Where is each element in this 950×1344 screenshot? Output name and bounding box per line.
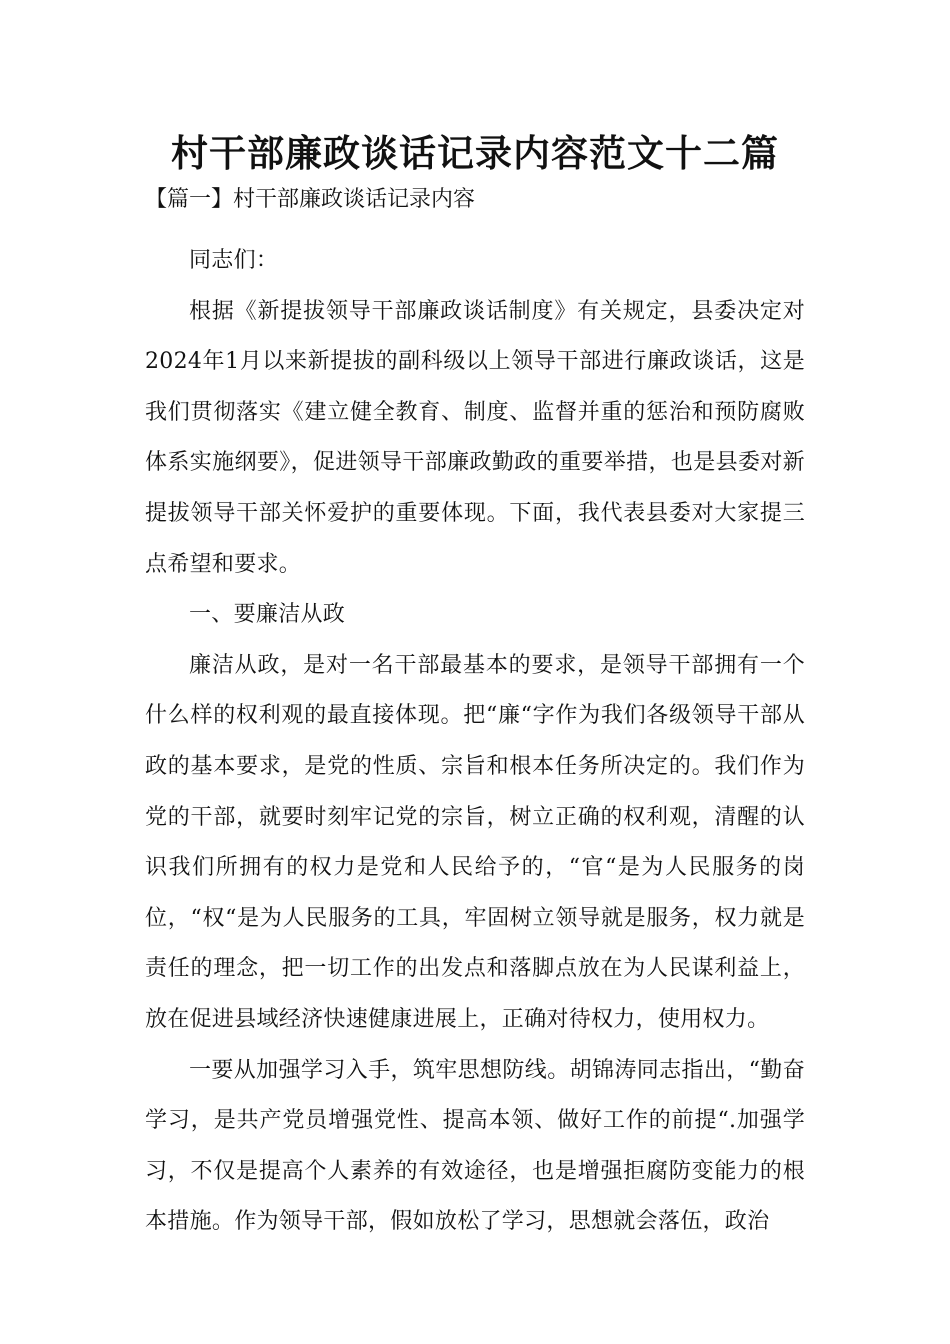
subheading-paragraph: 一、要廉洁从政 (189, 602, 346, 628)
document-title: 村干部廉政谈话记录内容范文十二篇 (171, 131, 779, 175)
body-paragraph: 一要从加强学习入手，筑牢思想防线。胡锦涛同志指出，“勤奋学习，是共产党员增强党性、提高本领、做好工作的前提“.加强学习，不仅是提高个人素养的有效途径，也是增强拒腐防变能力的根本措施。作为领导干部，假如放松了学习，思想就会落伍，政治 (145, 1057, 805, 1235)
section-heading: 【篇一】村干部廉政谈话记录内容 (145, 187, 476, 212)
salutation-paragraph: 同志们： (189, 248, 279, 273)
body-paragraph: 根据《新提拔领导干部廉政谈话制度》有关规定，县委决定对2024年1月以来新提拔的副科级以上领导干部进行廉政谈话，这是我们贯彻落实《建立健全教育、制度、监督并重的惩治和预防腐败体系实施纲要》，促进领导干部廉政勤政的重要举措，也是县委对新提拔领导干部关怀爱护的重要体现。下面，我代表县委对大家提三点希望和要求。 (145, 298, 805, 577)
document-body (145, 236, 805, 1248)
body-paragraph: 廉洁从政，是对一名干部最基本的要求，是领导干部拥有一个什么样的权利观的最直接体现。把“廉“字作为我们各级领导干部从政的基本要求，是党的性质、宗旨和根本任务所决定的。我们作为党的干部，就要时刻牢记党的宗旨，树立正确的权利观，清醒的认识我们所拥有的权力是党和人民给予的，“官“是为人民服务的岗位，“权“是为人民服务的工具，牢固树立领导就是服务，权力就是责任的理念，把一切工作的出发点和落脚点放在为人民谋利益上，放在促进县域经济快速健康进展上，正确对待权力，使用权力。 (145, 652, 805, 1032)
